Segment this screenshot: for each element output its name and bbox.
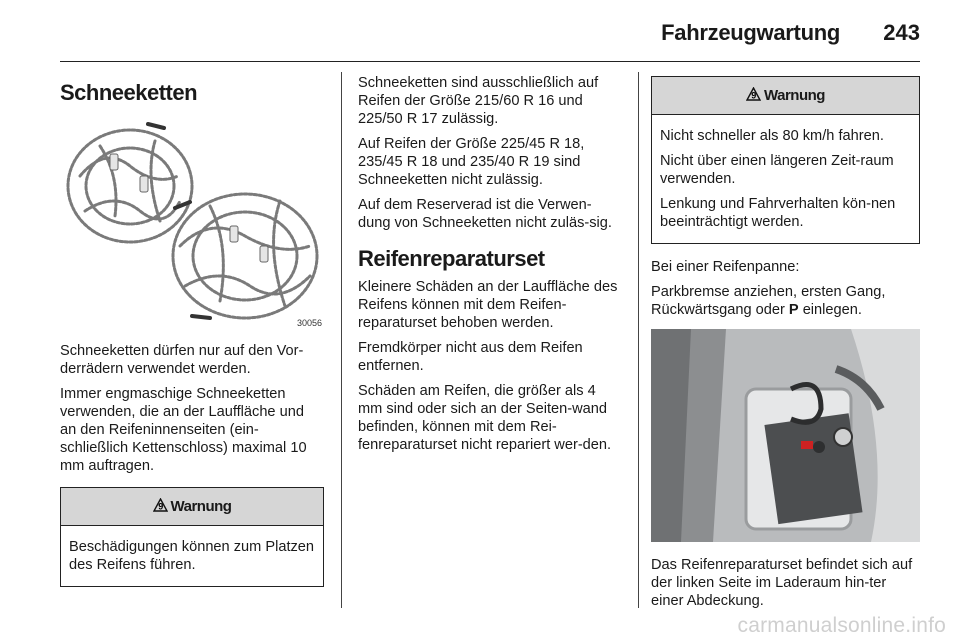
snow-chains-heading: Schneeketten [60,80,198,105]
middle-column [358,74,624,461]
paragraph: Auf Reifen der Größe 225/45 R 18, 235/45 R 18 und 235/40 R 19 sind Schneeketten nicht zulässig. [358,136,585,188]
paragraph: Fremdkörper nicht aus dem Reifen entfernen. [358,340,583,374]
warning-box [60,487,324,587]
paragraph: Das Reifenreparaturset befindet sich auf der linken Seite im Laderaum hin-ter einer Abdeckung. [651,557,913,609]
paragraph: Auf dem Reserverad ist die Verwen-dung von Schneeketten nicht zuläs-sig. [358,197,612,231]
snow-chains-illustration [60,116,324,330]
page-header [60,14,920,62]
paragraph: Schneeketten dürfen nur auf den Vor-derrädern verwendet werden. [60,343,304,377]
paragraph: Kleinere Schäden an der Lauffläche des Reifens können mit dem Reifen-reparaturset behoben werden. [358,279,618,331]
paragraph [651,283,920,319]
warning-text: Beschädigungen können zum Platzen des Reifens führen. [69,539,315,573]
section-title: Fahrzeugwartung [661,20,840,45]
column-divider-right [638,72,639,608]
warning-text: Nicht schneller als 80 km/h fahren. [660,128,884,144]
warning-triangle-icon [153,498,168,516]
svg-text:9: 9 [751,90,756,101]
tire-repair-kit-heading: Reifenreparaturset [358,246,545,271]
text-span: Parkbremse anziehen, ersten Gang, Rückwärtsgang oder [651,284,886,318]
watermark: carmanualsonline.info [737,614,946,637]
warning-title: Warnung [170,498,232,515]
gear-p-label: P [788,302,799,318]
right-column [651,74,920,617]
figure-number: 30056 [296,318,322,328]
left-column [60,74,324,587]
warning-title: Warnung [764,87,825,104]
paragraph: Immer engmaschige Schneeketten verwenden, die an der Lauffläche und an den Reifeninnenseiten (ein-schließlich Kettenschloss) maximal 10 mm auftragen. [60,386,307,474]
paragraph: Bei einer Reifenpanne: [651,259,800,275]
paragraph: Schäden am Reifen, die größer als 4 mm sind oder sich an der Seiten-wand befinden, können mit dem Rei-fenreparaturset nicht repariert wer-den. [358,383,612,453]
warning-text: Lenkung und Fahrverhalten kön-nen beeinträchtigt werden. [660,196,896,230]
warning-text: Nicht über einen längeren Zeit-raum verwenden. [660,153,894,187]
paragraph: Schneeketten sind ausschließlich auf Reifen der Größe 215/60 R 16 und 225/50 R 17 zulässig. [358,75,599,127]
warning-header [61,488,323,526]
warning-triangle-icon [746,87,761,105]
page-number: 243 [883,20,920,45]
text-span: einlegen. [798,302,862,318]
warning-header [652,77,919,115]
svg-text:9: 9 [157,501,163,512]
warning-box [651,76,920,244]
tire-repair-kit-photo [651,329,920,542]
column-divider-left [341,72,342,608]
